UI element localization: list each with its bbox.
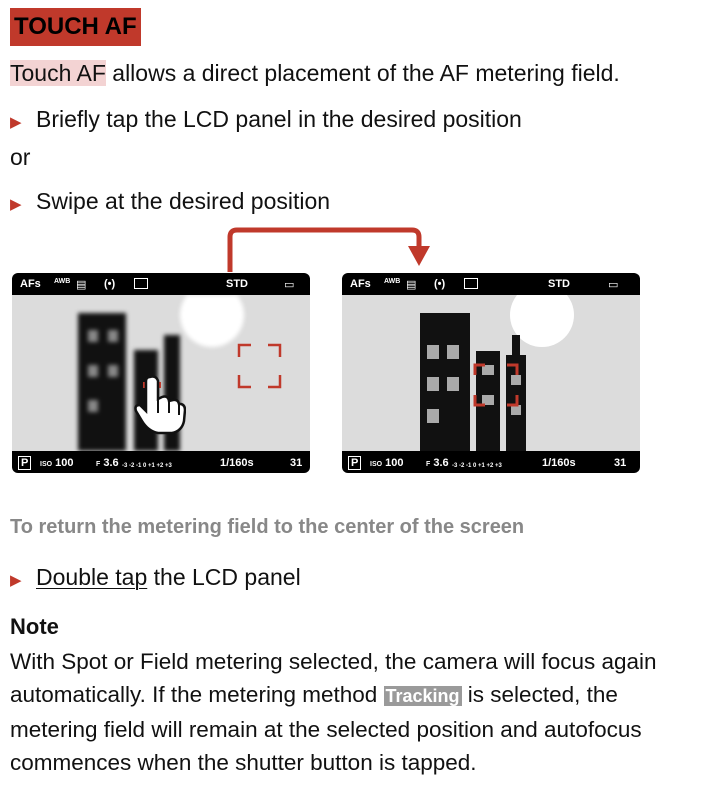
metering-icon: (•) xyxy=(104,278,116,290)
photo-format-icon: ▤ xyxy=(406,279,417,291)
bullet-swipe: ▶ Swipe at the desired position xyxy=(10,186,330,220)
sharp-scene xyxy=(342,295,632,451)
viewfinder xyxy=(12,295,310,451)
double-tap-link[interactable]: Double tap xyxy=(36,564,148,590)
camera-screen-after xyxy=(342,273,640,473)
viewfinder xyxy=(342,295,640,451)
frame-icon xyxy=(464,278,478,292)
note-title: Note xyxy=(10,614,59,639)
page-title: TOUCH AF xyxy=(10,8,141,46)
screen-top-bar: AFs AWB ▤ (•) STD ▭ xyxy=(350,278,619,291)
camera-screen-before xyxy=(12,273,310,473)
touch-af-term: Touch AF xyxy=(10,60,106,86)
subheading: To return the metering field to the center of the screen xyxy=(10,516,525,538)
tracking-tag: Tracking xyxy=(385,686,460,706)
metering-icon: (•) xyxy=(434,278,446,290)
battery-icon: ▭ xyxy=(608,279,619,291)
or-text: or xyxy=(10,144,31,170)
triangle-bullet-icon: ▶ xyxy=(10,572,22,589)
arrow-icon xyxy=(200,222,440,274)
hand-tap-icon xyxy=(132,373,186,435)
photo-format-icon: ▤ xyxy=(76,279,87,291)
battery-icon: ▭ xyxy=(284,279,295,291)
triangle-bullet-icon: ▶ xyxy=(10,196,22,213)
screen-bottom-bar: P ISO 100 F 3.6 -3 -2 -1 0 +1 +2 +3 1/160s 31 xyxy=(12,451,310,473)
screen-bottom-bar: P ISO 100 F 3.6 -3 -2 -1 0 +1 +2 +3 1/160s 31 xyxy=(342,451,640,473)
triangle-bullet-icon: ▶ xyxy=(10,114,22,131)
bullet-double-tap: ▶ Double tap the LCD panel xyxy=(10,562,301,596)
screen-top-bar: AFs AWB ▤ (•) STD ▭ xyxy=(20,278,295,291)
frame-icon xyxy=(134,278,148,292)
intro-text: Touch AF allows a direct placement of the AF metering field. xyxy=(10,60,620,86)
note-body: With Spot or Field metering selected, the camera will focus again automatically. If the metering method Tracking is selected, the metering field will remain at the selected position and autofocus commences when the shutter button is tapped. xyxy=(10,649,657,775)
bullet-tap: ▶ Briefly tap the LCD panel in the desired position xyxy=(10,104,522,138)
